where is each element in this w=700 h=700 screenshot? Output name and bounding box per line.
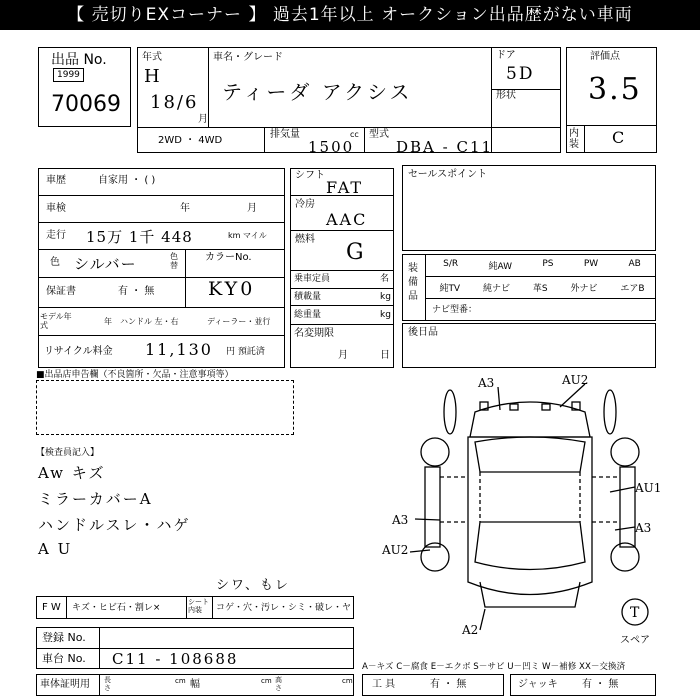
year-month-suffix: 月 [198, 114, 208, 125]
navi-model-label: ナビ型番： [432, 305, 478, 315]
diagram-mark-5: A3 [392, 513, 409, 527]
displacement-value: 1500 [308, 138, 355, 156]
equipment-row2 [428, 281, 656, 294]
drive-type: 2WD ・ 4WD [158, 135, 223, 146]
inspector-note-3: ハンドルスレ・ハゲ [38, 516, 191, 534]
namechange-month: 月 [338, 350, 348, 361]
recycle-value: 11,130 [145, 340, 213, 359]
sales-point-label: セールスポイント [408, 169, 488, 180]
jack-label: ジャッキ [518, 679, 558, 690]
namechange-label: 名変期限 [294, 328, 334, 339]
registration-label: 登録 No. [42, 631, 86, 644]
diagram-mark-7: A2 [462, 623, 479, 637]
inspector-note-2: ミラーカバーA [38, 490, 153, 508]
equipment-tv: 純TV [439, 284, 461, 294]
equipment-ext-navi: 外ナビ [570, 284, 598, 294]
doors-label: ドア [496, 50, 516, 61]
certificate-width-unit: cm [261, 677, 272, 685]
diagram-mark-3: AU1 [635, 481, 662, 495]
lot-box [38, 47, 131, 127]
colorno-value: KY0 [208, 278, 256, 300]
inspector-note-4: A U [38, 540, 73, 558]
score-label: 評価点 [590, 51, 620, 62]
inspector-label: 【検査員記入】 [36, 448, 100, 458]
mileage-unit: km マイル [228, 231, 267, 240]
mileage-label: 走行 [46, 230, 66, 241]
inspection-year: 年 [180, 203, 190, 214]
model-value: ティーダ アクシス [222, 80, 413, 104]
lot-label: 出品 No. [51, 52, 107, 68]
equipment-navi: 純ナビ [482, 284, 510, 294]
fw-seat-label: シート内装 [188, 598, 209, 614]
fw-scratch: キズ・ヒビ石・割レ× [72, 603, 161, 613]
modelyear-handle: ハンドル 左・右 [120, 317, 179, 326]
inspector-notes [38, 462, 191, 566]
equipment-leather: 革S [532, 284, 548, 294]
inspection-month: 月 [247, 203, 257, 214]
shape-label: 形状 [496, 90, 516, 101]
weight-label: 総重量 [294, 310, 322, 320]
inspector-note-1: Aw キズ [38, 464, 106, 482]
exhibitor-box [36, 380, 294, 435]
aircon-label: 冷房 [295, 199, 315, 210]
doors-value: 5D [506, 64, 535, 84]
shift-label: シフト [295, 170, 325, 181]
namechange-day: 日 [380, 350, 390, 361]
equipment-ps: PS [542, 259, 554, 269]
lot-number: 70069 [51, 92, 121, 117]
equipment-pw: PW [583, 259, 599, 269]
chassis-value: C11 - 108688 [112, 650, 239, 668]
tools-label: 工 具 [372, 679, 396, 690]
lot-small-number: 1999 [53, 68, 84, 82]
history-label: 車歴 [46, 175, 66, 186]
certificate-height-unit: cm [342, 677, 353, 685]
displacement-label: 排気量 [270, 129, 300, 140]
model-label: 車名・グレード [213, 52, 283, 63]
diagram-mark-2: AU2 [562, 373, 589, 387]
certificate-length-unit: cm [175, 677, 186, 685]
modelyear-label: モデル年式 [40, 312, 72, 330]
diagram-mark-1: A3 [478, 376, 495, 390]
tools-value: 有 ・ 無 [430, 679, 467, 690]
interior-value: C [612, 128, 627, 147]
fuel-label: 燃料 [295, 234, 315, 245]
recycle-unit: 円 預託済 [226, 347, 265, 357]
history-value: 自家用 ・ ( ) [98, 175, 156, 186]
fw-items: コゲ・穴・汚レ・シミ・破レ・ヤ [216, 603, 352, 613]
colorno-label: カラーNo. [205, 252, 252, 263]
weight-unit: kg [380, 310, 391, 320]
fw-label: F W [42, 602, 61, 613]
seat-note: シワ、もレ [216, 578, 290, 593]
jack-value: 有 ・ 無 [582, 679, 619, 690]
year-era: H [144, 66, 162, 87]
diagram-mark-4: A3 [635, 521, 652, 535]
later-items-label: 後日品 [408, 327, 438, 338]
inspection-label: 車検 [46, 203, 66, 214]
displacement-unit: cc [350, 130, 359, 139]
interior-label: 内装 [569, 128, 579, 150]
shift-value: FAT [326, 178, 364, 197]
score-value: 3.5 [588, 72, 642, 107]
certificate-width: 幅 [190, 679, 200, 690]
color-change-label: 色替 [170, 252, 178, 270]
color-value: シルバー [74, 255, 137, 273]
modelyear-dealer: ディーラー・並行 [207, 317, 271, 326]
load-label: 積載量 [294, 292, 322, 302]
year-label: 年式 [142, 52, 162, 63]
warranty-label: 保証書 [46, 286, 76, 297]
warranty-value: 有 ・ 無 [118, 286, 155, 297]
certificate-length: 長さ [104, 676, 111, 692]
certificate-height: 高さ [275, 676, 282, 692]
later-items-box [402, 323, 656, 368]
equipment-label: 装備品 [408, 263, 418, 302]
year-value: 18/6 [150, 92, 199, 113]
capacity-unit: 名 [380, 274, 390, 284]
chassis-label: 車台 No. [42, 652, 86, 665]
type-label: 型式 [369, 129, 389, 140]
mileage-value: 15万 1千 448 [86, 228, 193, 246]
load-unit: kg [380, 292, 391, 302]
exhibitor-label: ■出品店申告欄（不良箇所・欠品・注意事項等） [36, 370, 234, 380]
fuel-value: G [346, 240, 366, 265]
equipment-aw: 純AW [488, 262, 513, 272]
capacity-label: 乗車定員 [294, 274, 331, 284]
spare-symbol: T [630, 605, 640, 621]
equipment-sr: S/R [443, 259, 459, 269]
damage-legend: A－キズ C－腐食 E－エクボ S－サビ U－凹ミ W－補修 XX－交換済 [362, 662, 626, 672]
color-label: 色 [50, 257, 60, 268]
type-value: DBA - C11 [396, 138, 494, 156]
equipment-row1 [428, 259, 656, 272]
equipment-airbag: エアB [620, 284, 645, 294]
spare-label: スペア [620, 635, 650, 646]
aircon-value: AAC [326, 210, 368, 229]
modelyear-year: 年 [104, 317, 112, 326]
page-banner: 【 売切りEXコーナー 】 過去1年以上 オークション出品歴がない車両 [0, 0, 700, 30]
car-damage-diagram [380, 372, 680, 642]
equipment-ab: AB [628, 259, 641, 269]
recycle-label: リサイクル料金 [44, 346, 113, 357]
certificate-label: 車体証明用 [40, 679, 90, 690]
diagram-mark-6: AU2 [382, 543, 409, 557]
